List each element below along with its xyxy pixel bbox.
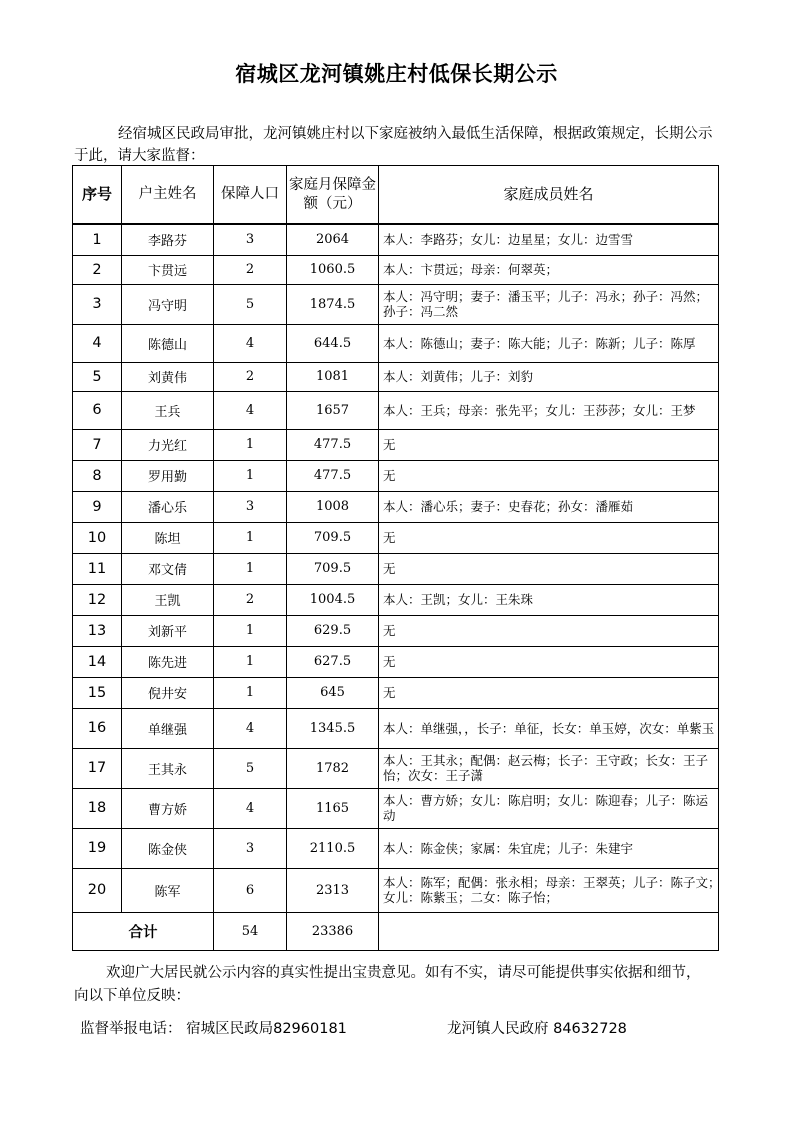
row-index: 5 — [73, 362, 122, 391]
table-row — [73, 324, 719, 362]
row-family-members: 无 — [379, 429, 719, 460]
row-family-members: 本人：卞贯远；母亲：何翠英； — [379, 255, 719, 284]
table-row — [73, 255, 719, 284]
total-members — [379, 912, 719, 950]
row-monthly-amount: 1165 — [287, 788, 379, 828]
footer-paragraph: 欢迎广大居民就公示内容的真实性提出宝贵意见。如有不实，请尽可能提供事实依据和细节，向以下单位反映： — [74, 965, 701, 1004]
row-monthly-amount: 1874.5 — [287, 284, 379, 324]
row-index: 15 — [73, 677, 122, 708]
row-index: 1 — [73, 224, 122, 255]
row-householder-name: 卞贯远 — [122, 255, 214, 284]
row-monthly-amount: 1008 — [287, 491, 379, 522]
row-people-count: 1 — [214, 553, 287, 584]
row-index: 16 — [73, 708, 122, 748]
table-row — [73, 460, 719, 491]
row-family-members: 本人：潘心乐；妻子：史春花；孙女：潘雁茹 — [379, 491, 719, 522]
table-row — [73, 522, 719, 553]
table-header-row — [73, 166, 719, 225]
table-row — [73, 677, 719, 708]
contact-civil-affairs: 监督举报电话： 宿城区民政局82960181 — [80, 1021, 347, 1037]
row-monthly-amount: 1004.5 — [287, 584, 379, 615]
row-monthly-amount: 645 — [287, 677, 379, 708]
row-family-members: 无 — [379, 677, 719, 708]
row-index: 8 — [73, 460, 122, 491]
table-row — [73, 828, 719, 868]
row-index: 11 — [73, 553, 122, 584]
row-householder-name: 刘黄伟 — [122, 362, 214, 391]
header-members: 家庭成员姓名 — [379, 166, 719, 225]
row-monthly-amount: 477.5 — [287, 460, 379, 491]
row-family-members: 本人：王兵；母亲：张先平；女儿：王莎莎；女儿：王梦 — [379, 391, 719, 429]
total-people: 54 — [214, 912, 287, 950]
table-row — [73, 224, 719, 255]
row-index: 17 — [73, 748, 122, 788]
table-row — [73, 708, 719, 748]
row-index: 18 — [73, 788, 122, 828]
row-index: 14 — [73, 646, 122, 677]
row-householder-name: 陈坦 — [122, 522, 214, 553]
table-row — [73, 615, 719, 646]
row-family-members: 无 — [379, 615, 719, 646]
row-monthly-amount: 709.5 — [287, 553, 379, 584]
row-index: 12 — [73, 584, 122, 615]
row-people-count: 1 — [214, 677, 287, 708]
table-row — [73, 429, 719, 460]
row-householder-name: 王兵 — [122, 391, 214, 429]
table-row — [73, 553, 719, 584]
row-family-members: 本人：陈金侠；家属：朱宜虎；儿子：朱建宇 — [379, 828, 719, 868]
row-monthly-amount: 1060.5 — [287, 255, 379, 284]
row-people-count: 2 — [214, 255, 287, 284]
subsidy-table — [72, 165, 740, 951]
header-amount: 家庭月保障金额（元） — [287, 166, 379, 225]
row-monthly-amount: 627.5 — [287, 646, 379, 677]
row-householder-name: 曹方娇 — [122, 788, 214, 828]
row-index: 6 — [73, 391, 122, 429]
row-people-count: 4 — [214, 391, 287, 429]
row-householder-name: 李路芬 — [122, 224, 214, 255]
row-family-members: 本人：李路芬；女儿：边星星；女儿：边雪雪 — [379, 224, 719, 255]
page-title: 宿城区龙河镇姚庄村低保长期公示 — [235, 62, 558, 86]
row-monthly-amount: 477.5 — [287, 429, 379, 460]
row-index: 20 — [73, 868, 122, 912]
table-row — [73, 491, 719, 522]
row-index: 2 — [73, 255, 122, 284]
total-label: 合计 — [73, 912, 214, 950]
row-people-count: 1 — [214, 646, 287, 677]
row-people-count: 4 — [214, 324, 287, 362]
row-family-members: 无 — [379, 522, 719, 553]
row-householder-name: 陈金侠 — [122, 828, 214, 868]
row-index: 7 — [73, 429, 122, 460]
row-family-members: 本人：陈德山；妻子：陈大能；儿子：陈新；儿子：陈厚 — [379, 324, 719, 362]
row-people-count: 5 — [214, 284, 287, 324]
row-householder-name: 倪井安 — [122, 677, 214, 708]
row-people-count: 4 — [214, 708, 287, 748]
row-family-members: 本人：王其永；配偶：赵云梅；长子：王守政；长女：王子怡；次女：王子潇 — [379, 748, 719, 788]
row-people-count: 1 — [214, 615, 287, 646]
header-index: 序号 — [73, 166, 122, 225]
row-family-members: 本人：冯守明；妻子：潘玉平；儿子：冯永；孙子：冯然；孙子：冯二然 — [379, 284, 719, 324]
row-index: 10 — [73, 522, 122, 553]
row-family-members: 无 — [379, 646, 719, 677]
row-people-count: 3 — [214, 828, 287, 868]
table-row — [73, 788, 719, 828]
table-body — [73, 224, 740, 912]
row-householder-name: 陈先进 — [122, 646, 214, 677]
row-monthly-amount: 709.5 — [287, 522, 379, 553]
row-monthly-amount: 2313 — [287, 868, 379, 912]
total-amount: 23386 — [287, 912, 379, 950]
row-index: 4 — [73, 324, 122, 362]
row-family-members: 本人：曹方娇；女儿：陈启明；女儿：陈迎春；儿子：陈运动 — [379, 788, 719, 828]
row-index: 9 — [73, 491, 122, 522]
row-people-count: 1 — [214, 522, 287, 553]
row-monthly-amount: 1081 — [287, 362, 379, 391]
row-monthly-amount: 644.5 — [287, 324, 379, 362]
table-row — [73, 391, 719, 429]
header-name: 户主姓名 — [122, 166, 214, 225]
row-monthly-amount: 1345.5 — [287, 708, 379, 748]
row-people-count: 2 — [214, 584, 287, 615]
header-people: 保障人口 — [214, 166, 287, 225]
row-monthly-amount: 1657 — [287, 391, 379, 429]
row-monthly-amount: 1782 — [287, 748, 379, 788]
row-householder-name: 单继强 — [122, 708, 214, 748]
row-people-count: 6 — [214, 868, 287, 912]
row-people-count: 3 — [214, 224, 287, 255]
row-index: 3 — [73, 284, 122, 324]
row-index: 19 — [73, 828, 122, 868]
row-householder-name: 刘新平 — [122, 615, 214, 646]
row-householder-name: 罗用勤 — [122, 460, 214, 491]
row-monthly-amount: 2064 — [287, 224, 379, 255]
row-householder-name: 力光红 — [122, 429, 214, 460]
row-householder-name: 王凯 — [122, 584, 214, 615]
row-householder-name: 王其永 — [122, 748, 214, 788]
row-people-count: 2 — [214, 362, 287, 391]
row-family-members: 本人：单继强，，长子：单征，长女：单玉婷，次女：单紫玉 — [379, 708, 719, 748]
table-row — [73, 284, 719, 324]
intro-paragraph: 经宿城区民政局审批，龙河镇姚庄村以下家庭被纳入最低生活保障，根据政策规定，长期公示于此，请大家监督： — [74, 126, 713, 164]
table-row — [73, 646, 719, 677]
row-householder-name: 陈军 — [122, 868, 214, 912]
row-family-members: 无 — [379, 460, 719, 491]
table-row — [73, 362, 719, 391]
table-row — [73, 748, 719, 788]
row-people-count: 1 — [214, 429, 287, 460]
row-householder-name: 邓文倩 — [122, 553, 214, 584]
row-family-members: 本人：王凯；女儿：王朱珠 — [379, 584, 719, 615]
row-householder-name: 陈德山 — [122, 324, 214, 362]
total-row — [73, 912, 719, 950]
row-people-count: 3 — [214, 491, 287, 522]
contact-town-government: 龙河镇人民政府 84632728 — [447, 1021, 627, 1037]
row-index: 13 — [73, 615, 122, 646]
row-householder-name: 冯守明 — [122, 284, 214, 324]
row-people-count: 5 — [214, 748, 287, 788]
row-people-count: 4 — [214, 788, 287, 828]
table-row — [73, 868, 719, 912]
row-monthly-amount: 2110.5 — [287, 828, 379, 868]
row-family-members: 无 — [379, 553, 719, 584]
row-monthly-amount: 629.5 — [287, 615, 379, 646]
row-family-members: 本人：陈军；配偶：张永相；母亲：王翠英；儿子：陈子文； 女儿：陈紫玉；二女：陈子怡； — [379, 868, 719, 912]
table-row — [73, 584, 719, 615]
row-people-count: 1 — [214, 460, 287, 491]
row-family-members: 本人：刘黄伟；儿子：刘豹 — [379, 362, 719, 391]
row-householder-name: 潘心乐 — [122, 491, 214, 522]
